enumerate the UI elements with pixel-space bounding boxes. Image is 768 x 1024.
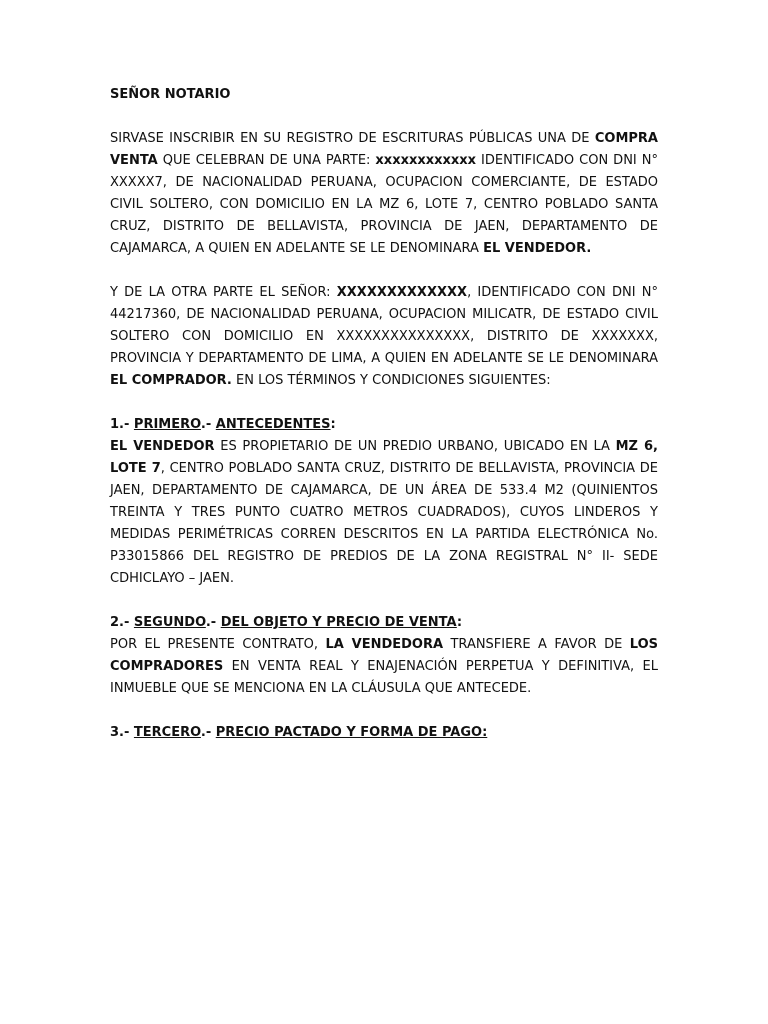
s2-seller-label: LA VENDEDORA (325, 637, 444, 652)
section-2-heading (110, 612, 658, 634)
section-1-colon: : (330, 417, 336, 432)
p2-text-2: , IDENTIFICADO CON DNI N° 44217360, DE NACIONALIDAD PERUANA, OCUPACION MILICATR, DE ESTADO CIVIL SOLTERO CON DOMICILIO EN XXXXXXXXXXXXXXX, DISTRITO DE XXXXXXX, PROVINCIA Y DEPARTAMENTO DE LIMA, A QUIEN EN ADELANTE SE LE DENOMINARA (110, 285, 658, 366)
seller-designation: EL VENDEDOR. (483, 241, 592, 256)
section-2-separator: .- (205, 615, 217, 630)
p1-text-2: QUE CELEBRAN DE UNA PARTE: (157, 153, 376, 168)
section-3-title: PRECIO PACTADO Y FORMA DE PAGO: (215, 725, 488, 740)
section-1-separator: .- (200, 417, 212, 432)
p1-text-1: SIRVASE INSCRIBIR EN SU REGISTRO DE ESCRITURAS PÚBLICAS UNA DE (110, 131, 595, 146)
buyer-designation: EL COMPRADOR. (110, 373, 232, 388)
intro-paragraph-buyer (110, 282, 658, 392)
section-1-number: 1.- (110, 417, 130, 432)
section-2-ordinal: SEGUNDO (133, 615, 206, 630)
intro-paragraph-seller (110, 128, 658, 260)
section-1-ordinal: PRIMERO (133, 417, 201, 432)
section-1-heading (110, 414, 658, 436)
document-page (110, 84, 658, 744)
section-1-body (110, 436, 658, 590)
section-2-title: DEL OBJETO Y PRECIO DE VENTA (220, 615, 457, 630)
section-2-number: 2.- (110, 615, 130, 630)
s2-text-2: TRANSFIERE A FAVOR DE (443, 637, 630, 652)
seller-name: xxxxxxxxxxxx (375, 153, 477, 168)
contract-type: COMPRA VENTA (110, 131, 658, 168)
s1-seller-label: EL VENDEDOR (110, 439, 215, 454)
s2-buyers-label: LOS COMPRADORES (110, 637, 658, 674)
section-1-title: ANTECEDENTES (215, 417, 331, 432)
section-3-separator: .- (200, 725, 212, 740)
s1-text-1: ES PROPIETARIO DE UN PREDIO URBANO, UBICADO EN LA (214, 439, 616, 454)
section-2-colon: : (456, 615, 463, 630)
buyer-name: XXXXXXXXXXXXX (336, 285, 468, 300)
s2-text-1: POR EL PRESENTE CONTRATO, (110, 637, 326, 652)
p2-text-1: Y DE LA OTRA PARTE EL SEÑOR: (110, 285, 337, 300)
s1-text-2: , CENTRO POBLADO SANTA CRUZ, DISTRITO DE BELLAVISTA, PROVINCIA DE JAEN, DEPARTAMENTO DE CAJAMARCA, DE UN ÁREA DE 533.4 M2 (QUINIENTOS TREINTA Y TRES PUNTO CUATRO METROS CUADRADOS), CUYOS LINDEROS Y MEDIDAS PERIMÉTRICAS CORREN DESCRITOS EN LA PARTIDA ELECTRÓNICA No. P33015866 DEL REGISTRO DE PREDIOS DE LA ZONA REGISTRAL N° II- SEDE CDHICLAYO – JAEN. (110, 461, 658, 586)
section-3-number: 3.- (110, 725, 130, 740)
document-title: SEÑOR NOTARIO (110, 87, 231, 102)
s1-lot-location: MZ 6, LOTE 7 (110, 439, 658, 476)
p1-text-3: IDENTIFICADO CON DNI N° XXXXX7, DE NACIONALIDAD PERUANA, OCUPACION COMERCIANTE, DE ESTADO CIVIL SOLTERO, CON DOMICILIO EN LA MZ 6, LOTE 7, CENTRO POBLADO SANTA CRUZ, DISTRITO DE BELLAVISTA, PROVINCIA DE JAEN, DEPARTAMENTO DE CAJAMARCA, A QUIEN EN ADELANTE SE LE DENOMINARA (110, 153, 658, 256)
p2-text-3: EN LOS TÉRMINOS Y CONDICIONES SIGUIENTES: (231, 373, 551, 388)
s2-text-3: EN VENTA REAL Y ENAJENACIÓN PERPETUA Y DEFINITIVA, EL INMUEBLE QUE SE MENCIONA EN LA CLÁUSULA QUE ANTECEDE. (110, 659, 658, 696)
section-3-ordinal: TERCERO (133, 725, 201, 740)
section-3-heading (110, 722, 658, 744)
section-2-body (110, 634, 658, 700)
